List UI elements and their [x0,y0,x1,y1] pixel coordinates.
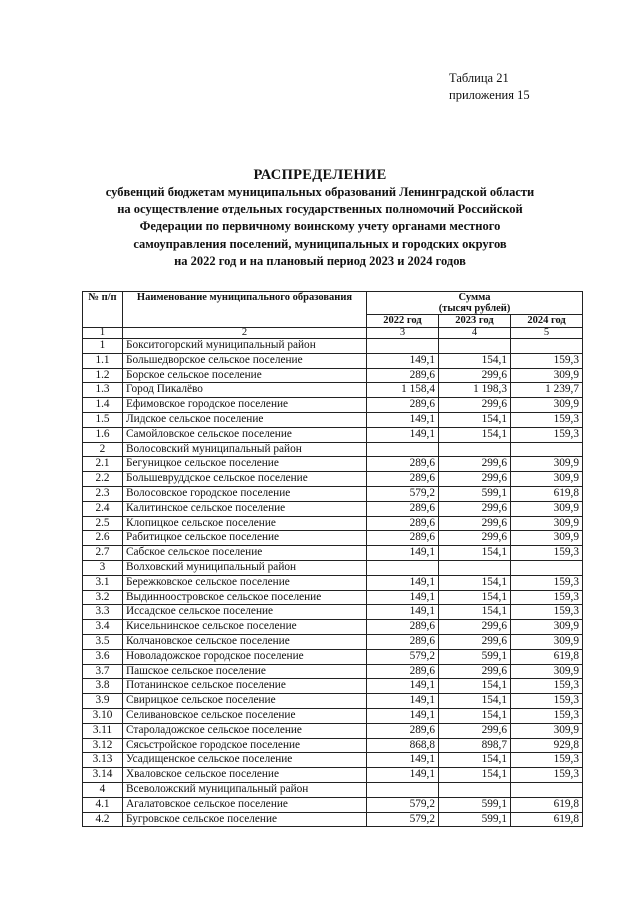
row-value-2023: 154,1 [439,546,511,561]
row-value-2023: 299,6 [439,516,511,531]
row-value-2022: 149,1 [367,353,439,368]
header-year-2022: 2022 год [367,315,439,328]
row-name: Пашское сельское поселение [123,664,367,679]
table-row [83,738,583,753]
row-number: 2.7 [83,546,123,561]
column-number: 4 [439,328,511,339]
row-name: Волосовский муниципальный район [123,442,367,457]
row-value-2024: 159,3 [511,768,583,783]
row-value-2022: 149,1 [367,590,439,605]
row-value-2022: 289,6 [367,398,439,413]
row-number: 3.5 [83,634,123,649]
table-row [83,339,583,354]
row-value-2022: 289,6 [367,531,439,546]
row-number: 2.4 [83,501,123,516]
row-value-2024: 159,3 [511,353,583,368]
row-value-2023: 299,6 [439,368,511,383]
row-name: Усадищенское сельское поселение [123,753,367,768]
table-row [83,442,583,457]
row-name: Рабитицкое сельское поселение [123,531,367,546]
distribution-table [82,291,583,827]
row-value-2023: 154,1 [439,412,511,427]
table-row [83,368,583,383]
row-name: Лидское сельское поселение [123,412,367,427]
row-number: 1.3 [83,383,123,398]
row-value-2022: 579,2 [367,486,439,501]
table-reference [449,70,530,104]
table-row [83,812,583,827]
row-name: Кисельнинское сельское поселение [123,620,367,635]
row-number: 1.5 [83,412,123,427]
subtitle-line: субвенций бюджетам муниципальных образований Ленинградской области [105,185,535,199]
row-number: 3.13 [83,753,123,768]
row-value-2024: 929,8 [511,738,583,753]
row-value-2022: 289,6 [367,501,439,516]
row-name: Ефимовское городское поселение [123,398,367,413]
row-value-2023: 898,7 [439,738,511,753]
row-number: 3.9 [83,694,123,709]
table-row [83,679,583,694]
row-value-2023: 299,6 [439,620,511,635]
row-name: Всеволожский муниципальный район [123,782,367,797]
row-number: 2.1 [83,457,123,472]
row-value-2022 [367,782,439,797]
table-row [83,708,583,723]
row-value-2022: 149,1 [367,575,439,590]
row-value-2022: 149,1 [367,546,439,561]
row-name: Агалатовское сельское поселение [123,797,367,812]
row-number: 3.3 [83,605,123,620]
header-name: Наименование муниципального образования [123,292,367,328]
row-number: 1 [83,339,123,354]
row-value-2023: 299,6 [439,501,511,516]
row-value-2023: 299,6 [439,531,511,546]
row-value-2022: 149,1 [367,605,439,620]
row-number: 1.4 [83,398,123,413]
title-heading: РАСПРЕДЕЛЕНИЕ [253,167,387,183]
row-value-2024: 309,9 [511,398,583,413]
column-number: 1 [83,328,123,339]
column-number: 3 [367,328,439,339]
row-value-2022 [367,560,439,575]
table-row [83,634,583,649]
row-value-2024: 159,3 [511,546,583,561]
row-number: 3.2 [83,590,123,605]
row-value-2024: 159,3 [511,753,583,768]
table-row [83,546,583,561]
row-value-2024: 159,3 [511,575,583,590]
row-name: Сабское сельское поселение [123,546,367,561]
row-value-2023: 599,1 [439,797,511,812]
row-value-2022: 289,6 [367,664,439,679]
table-row [83,649,583,664]
row-value-2024: 159,3 [511,412,583,427]
row-name: Иссадское сельское поселение [123,605,367,620]
row-value-2022: 579,2 [367,797,439,812]
row-number: 2 [83,442,123,457]
table-row [83,797,583,812]
row-name: Селивановское сельское поселение [123,708,367,723]
header-year-2024: 2024 год [511,315,583,328]
row-value-2024: 309,9 [511,368,583,383]
table-row [83,427,583,442]
row-value-2024: 159,3 [511,679,583,694]
row-number: 3.1 [83,575,123,590]
table-row [83,501,583,516]
reference-table-number: Таблица 21 [449,71,509,85]
row-value-2022: 149,1 [367,768,439,783]
row-value-2022: 149,1 [367,694,439,709]
row-number: 3.14 [83,768,123,783]
row-number: 4.1 [83,797,123,812]
row-value-2024 [511,442,583,457]
row-value-2023: 599,1 [439,486,511,501]
row-name: Калитинское сельское поселение [123,501,367,516]
row-value-2024: 159,3 [511,605,583,620]
table-row [83,472,583,487]
row-name: Самойловское сельское поселение [123,427,367,442]
row-value-2024: 309,9 [511,664,583,679]
table-body [83,339,583,827]
row-number: 3.4 [83,620,123,635]
row-number: 3.8 [83,679,123,694]
header-sum-unit: (тысяч рублей) [438,303,511,314]
row-value-2022: 1 158,4 [367,383,439,398]
table-row [83,590,583,605]
header-sum [367,292,583,315]
row-number: 3.6 [83,649,123,664]
row-name: Бегуницкое сельское поселение [123,457,367,472]
row-value-2022: 289,6 [367,457,439,472]
row-value-2022: 149,1 [367,679,439,694]
row-value-2023: 154,1 [439,679,511,694]
table-row [83,516,583,531]
row-value-2024: 619,8 [511,486,583,501]
row-name: Новоладожское городское поселение [123,649,367,664]
row-value-2022: 289,6 [367,472,439,487]
row-value-2022 [367,339,439,354]
row-value-2024 [511,560,583,575]
row-value-2023: 299,6 [439,472,511,487]
row-number: 3.10 [83,708,123,723]
table-row [83,664,583,679]
row-value-2022: 149,1 [367,427,439,442]
row-value-2022: 289,6 [367,516,439,531]
row-number: 4.2 [83,812,123,827]
row-value-2024: 309,9 [511,516,583,531]
row-value-2024: 1 239,7 [511,383,583,398]
row-value-2023: 299,6 [439,398,511,413]
row-value-2022: 149,1 [367,708,439,723]
row-number: 3 [83,560,123,575]
row-value-2022: 868,8 [367,738,439,753]
row-value-2022: 289,6 [367,620,439,635]
table-row [83,723,583,738]
header-year-2023: 2023 год [439,315,511,328]
row-value-2024: 619,8 [511,797,583,812]
row-name: Хваловское сельское поселение [123,768,367,783]
row-name: Свирицкое сельское поселение [123,694,367,709]
row-value-2023: 154,1 [439,427,511,442]
row-number: 2.6 [83,531,123,546]
row-value-2023: 154,1 [439,708,511,723]
row-number: 3.12 [83,738,123,753]
row-name: Большевруддское сельское поселение [123,472,367,487]
table-row [83,694,583,709]
row-value-2022: 289,6 [367,634,439,649]
row-value-2022: 289,6 [367,368,439,383]
table-row [83,353,583,368]
table-row [83,753,583,768]
row-value-2024: 619,8 [511,812,583,827]
row-value-2024: 159,3 [511,590,583,605]
row-value-2022: 149,1 [367,412,439,427]
subtitle-line: Федерации по первичному воинскому учету органами местного [139,219,501,234]
header-number: № п/п [83,292,123,328]
row-value-2023 [439,782,511,797]
row-value-2024: 159,3 [511,694,583,709]
table-row [83,605,583,620]
title-subtitle [60,184,580,270]
row-number: 2.3 [83,486,123,501]
row-value-2024: 309,9 [511,634,583,649]
row-value-2023: 299,6 [439,457,511,472]
table-row [83,768,583,783]
column-number: 5 [511,328,583,339]
subtitle-line: самоуправления поселений, муниципальных и городских округов [133,236,507,251]
row-value-2023: 154,1 [439,753,511,768]
row-value-2022: 579,2 [367,812,439,827]
row-value-2023: 299,6 [439,634,511,649]
table-row [83,383,583,398]
table-row [83,620,583,635]
row-value-2024: 309,9 [511,723,583,738]
row-value-2023 [439,442,511,457]
table-row [83,412,583,427]
table-row [83,457,583,472]
table-row [83,782,583,797]
row-number: 3.11 [83,723,123,738]
row-number: 1.1 [83,353,123,368]
row-name: Бокситогорский муниципальный район [123,339,367,354]
row-name: Староладожское сельское поселение [123,723,367,738]
row-name: Волховский муниципальный район [123,560,367,575]
row-number: 2.2 [83,472,123,487]
row-value-2024 [511,339,583,354]
row-value-2024: 159,3 [511,427,583,442]
row-value-2023: 599,1 [439,649,511,664]
row-value-2024: 309,9 [511,531,583,546]
row-value-2024: 309,9 [511,501,583,516]
column-number: 2 [123,328,367,339]
row-value-2023: 154,1 [439,768,511,783]
row-name: Сясьстройское городское поселение [123,738,367,753]
row-name: Большедворское сельское поселение [123,353,367,368]
row-value-2024: 159,3 [511,708,583,723]
row-value-2023: 154,1 [439,353,511,368]
row-name: Бугровское сельское поселение [123,812,367,827]
header-sum-title: Сумма [458,292,491,303]
row-name: Волосовское городское поселение [123,486,367,501]
row-name: Выдинноостровское сельское поселение [123,590,367,605]
row-value-2023: 154,1 [439,575,511,590]
row-value-2023: 1 198,3 [439,383,511,398]
row-value-2024: 309,9 [511,457,583,472]
table-row [83,575,583,590]
row-value-2023: 154,1 [439,694,511,709]
table-row [83,398,583,413]
row-name: Колчановское сельское поселение [123,634,367,649]
row-value-2023 [439,560,511,575]
row-value-2024 [511,782,583,797]
row-value-2024: 309,9 [511,620,583,635]
row-name: Город Пикалёво [123,383,367,398]
document-title [60,166,580,270]
row-number: 3.7 [83,664,123,679]
table-row [83,560,583,575]
row-value-2023: 599,1 [439,812,511,827]
row-value-2023 [439,339,511,354]
row-value-2022 [367,442,439,457]
reference-appendix: приложения 15 [449,88,530,102]
row-number: 2.5 [83,516,123,531]
row-value-2024: 619,8 [511,649,583,664]
row-value-2022: 289,6 [367,723,439,738]
row-name: Бережковское сельское поселение [123,575,367,590]
subtitle-line: на осуществление отдельных государственных полномочий Российской [117,202,523,217]
row-value-2022: 149,1 [367,753,439,768]
row-value-2023: 299,6 [439,723,511,738]
row-number: 1.2 [83,368,123,383]
table-row [83,531,583,546]
row-value-2023: 154,1 [439,605,511,620]
row-name: Потанинское сельское поселение [123,679,367,694]
subtitle-line: на 2022 год и на плановый период 2023 и 2024 годов [174,253,466,268]
row-name: Борское сельское поселение [123,368,367,383]
row-name: Клопицкое сельское поселение [123,516,367,531]
row-number: 1.6 [83,427,123,442]
row-number: 4 [83,782,123,797]
row-value-2022: 579,2 [367,649,439,664]
row-value-2023: 299,6 [439,664,511,679]
table-row [83,486,583,501]
row-value-2024: 309,9 [511,472,583,487]
row-value-2023: 154,1 [439,590,511,605]
